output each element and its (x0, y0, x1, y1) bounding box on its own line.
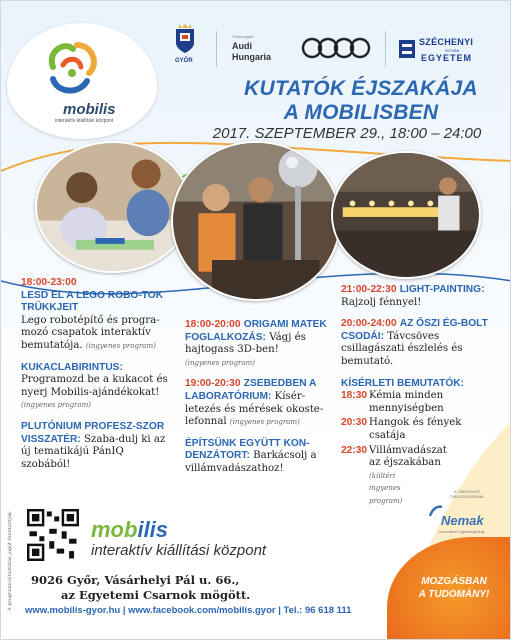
program-title: ÉPÍTSÜNK EGYÜTT KON-DENZÁTORT: (185, 437, 310, 462)
corner-slogan (399, 575, 509, 601)
program-text: Vágj és hajtogass 3D-ben! (185, 331, 306, 356)
program-item (185, 438, 330, 476)
program-time: 18:00-23:00 (21, 277, 77, 288)
disclaimer-note: A programváltoztatás jogát fenntartjuk. (7, 510, 13, 611)
program-text: Kísér-letezés és mérések okoste-lefonnal (185, 390, 324, 428)
program-fee: (ingyenes program) (185, 358, 255, 367)
demo-row (341, 390, 501, 415)
logo-name: mobilis (63, 101, 116, 118)
demo-text: Hangok és fények csatája (369, 417, 462, 441)
headline (211, 77, 511, 125)
gyor-crest-icon (174, 23, 196, 55)
demo-time: 22:30 (341, 444, 368, 456)
audi-rings-icon (301, 37, 373, 59)
address-line1: 9026 Győr, Vásárhelyi Pál u. 66., (31, 573, 240, 587)
program-title: PLUTÓNIUM PROFESZ-SZOR VISSZATÉR: (21, 420, 165, 445)
logo-bubble (7, 23, 157, 139)
nemak-tagline: Innovative Lightweighting (439, 529, 484, 534)
program-item (21, 362, 169, 412)
demo-text: Kémia minden mennyiségben (369, 390, 444, 414)
contact-links[interactable]: www.mobilis-gyor.hu | www.facebook.com/mobilis.gyor | Tel.: 96 618 111 (25, 605, 352, 616)
address-line2: az Egyetemi Csarnok mögött. (61, 588, 251, 602)
program-title: LESD EL A LEGO ROBO-TOK TRÜKKJEIT (21, 289, 164, 314)
program-text: Rajzolj fénnyel! (341, 296, 422, 308)
program-column-middle (185, 319, 330, 485)
program-item (21, 421, 169, 471)
audi-hungaria-label (232, 41, 271, 63)
demo-fee: (kültéri ingyenes program) (369, 471, 403, 505)
program-item (341, 284, 501, 309)
brand-part1: mob (91, 517, 138, 542)
program-text: Barkácsolj a villámvadászathoz! (185, 450, 317, 474)
szechenyi-line1: SZÉCHENYI (419, 37, 474, 47)
program-title: ORIGAMI MATEK FOGLALKOZÁS: (185, 319, 327, 343)
demos-title: KÍSÉRLETI BEMUTATÓK: (341, 377, 464, 389)
program-title: KUKACLABIRINTUS: (21, 361, 123, 373)
program-item (185, 378, 330, 428)
demo-text-content: Villámvadászat az éjszakában (369, 444, 447, 469)
headline-line2: A MOBILISBEN (283, 101, 439, 124)
program-time: 19:00-20:30 (185, 378, 241, 390)
program-time: 20:00-24:00 (341, 318, 397, 330)
program-item (341, 318, 501, 368)
divider (385, 31, 386, 67)
headline-line1: KUTATÓK ÉJSZAKÁJA (244, 77, 478, 100)
demo-time: 20:30 (341, 417, 368, 429)
program-time: 21:00-22:30 (341, 284, 397, 295)
szechenyi-logo-icon (398, 39, 416, 59)
nemak-caption: A TÁMOGATÓ TÁMOGATÁSÁVAL (449, 489, 485, 499)
demo-text (369, 444, 447, 508)
szechenyi-small: ISTVÁN (445, 48, 460, 53)
program-title: LIGHT-PAINTING: (399, 284, 485, 295)
nemak-name: Nemak (441, 513, 484, 528)
logo-subtitle: interaktív kiállítási központ (55, 118, 114, 124)
brand-part2: ilis (137, 517, 169, 542)
brand-name (91, 517, 168, 543)
program-title: ZSEBEDBEN A LABORATÓRIUM: (185, 378, 317, 402)
slogan-line1: MOZGÁSBAN (421, 576, 487, 587)
program-column-left (21, 277, 169, 480)
audi-line1: Audi (232, 41, 252, 51)
photo-light-experiment (331, 151, 481, 279)
program-text: Programozd be a kukacot és nyerj Mobilis-ajándékokat! (21, 374, 168, 398)
program-column-right (341, 284, 501, 508)
program-text: Távcsöves csillagászati észlelés és bemutató. (341, 330, 463, 367)
gyor-label: GYŐR (175, 58, 193, 64)
program-text: Lego robotépítő és progra-mozó csapatok interaktív bemutatója. (21, 314, 160, 351)
program-text: Szaba-dulj ki az új tematikájú PánIQ szobából! (21, 433, 166, 470)
program-fee: (ingyenes program) (229, 418, 300, 427)
program-fee: (ingyenes program) (85, 341, 156, 350)
audi-caption: Főtámogató (232, 34, 254, 39)
qr-code-icon[interactable] (27, 509, 79, 561)
photo-vandegraaff-experiment (171, 141, 341, 301)
demo-row (341, 417, 501, 442)
divider (216, 31, 217, 67)
szechenyi-line2: EGYETEM (421, 53, 473, 63)
brand-subtitle: interaktív kiállítási központ (91, 542, 267, 559)
program-fee: (ingyenes program) (21, 401, 91, 410)
audi-line2: Hungaria (232, 52, 272, 62)
slogan-line2: A TUDOMÁNY! (418, 589, 490, 600)
program-item (21, 277, 169, 353)
demo-time: 18:30 (341, 390, 368, 402)
photo-lego-children (35, 141, 191, 273)
program-title: AZ ŐSZI ÉG-BOLT CSODÁI: (341, 318, 488, 342)
event-date: 2017. SZEPTEMBER 29., 18:00 – 24:00 (212, 125, 482, 142)
program-time: 18:00-20:00 (185, 319, 241, 330)
mobilis-logo-icon (39, 37, 103, 99)
program-item (185, 319, 330, 369)
